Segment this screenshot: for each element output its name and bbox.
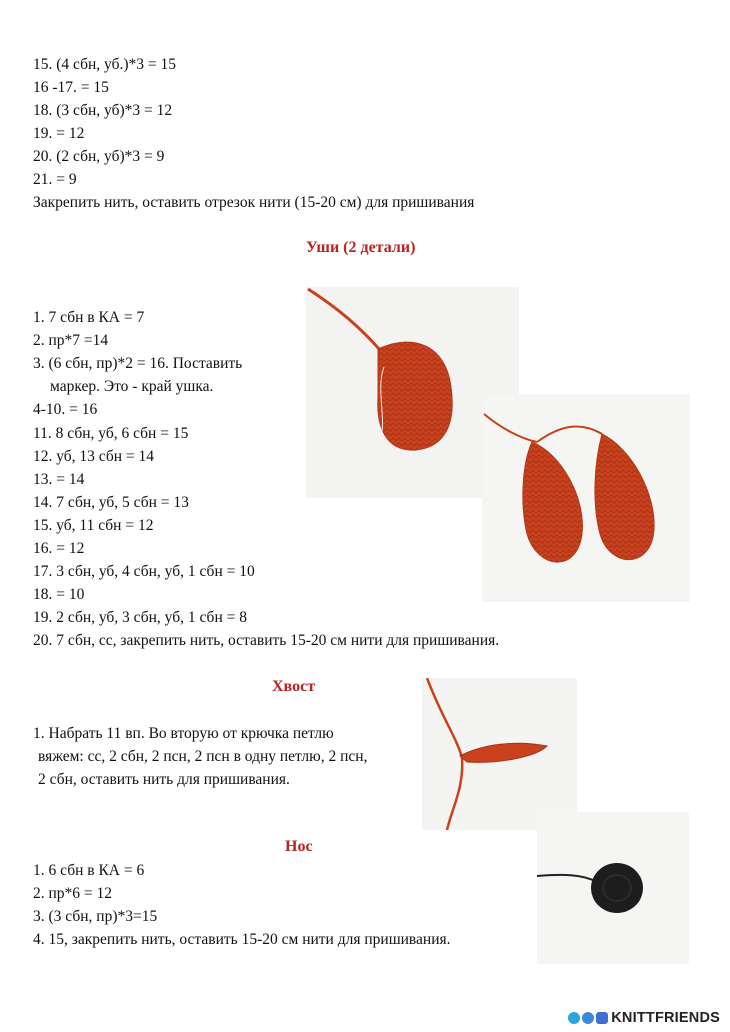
- row-line: 3. (6 сбн, пр)*2 = 16. Поставить: [33, 355, 243, 372]
- row-line: 3. (3 сбн, пр)*3=15: [33, 908, 158, 925]
- ears-heading: Уши (2 детали): [306, 239, 416, 256]
- row-line: 1. 7 сбн в КА = 7: [33, 309, 145, 326]
- telegram-icon: [568, 1012, 580, 1024]
- row-line: 19. 2 сбн, уб, 3 сбн, уб, 1 сбн = 8: [33, 609, 247, 626]
- tail-photo: [422, 678, 577, 830]
- row-line: 17. 3 сбн, уб, 4 сбн, уб, 1 сбн = 10: [33, 563, 255, 580]
- row-line: 13. = 14: [33, 471, 85, 488]
- row-line: 19. = 12: [33, 125, 85, 142]
- row-line: Закрепить нить, оставить отрезок нити (15-20 см) для пришивания: [33, 194, 475, 211]
- row-line: 18. = 10: [33, 586, 85, 603]
- row-line: 14. 7 сбн, уб, 5 сбн = 13: [33, 494, 189, 511]
- row-line: 16 -17. = 15: [33, 79, 109, 96]
- row-line: 21. = 9: [33, 171, 77, 188]
- nose-heading: Нос: [285, 838, 313, 855]
- row-line: 1. Набрать 11 вп. Во вторую от крючка петлю: [33, 725, 334, 742]
- row-line: 20. (2 сбн, уб)*3 = 9: [33, 148, 165, 165]
- row-line: 4-10. = 16: [33, 401, 98, 418]
- row-line: вяжем: сс, 2 сбн, 2 псн, 2 псн в одну петлю, 2 псн,: [38, 748, 368, 765]
- row-line: 12. уб, 13 сбн = 14: [33, 448, 155, 465]
- row-line: 15. уб, 11 сбн = 12: [33, 517, 154, 534]
- ear-photo-pair: [482, 394, 690, 602]
- row-line: 11. 8 сбн, уб, 6 сбн = 15: [33, 425, 189, 442]
- row-line: 1. 6 сбн в КА = 6: [33, 862, 145, 879]
- row-line: 2. пр*6 = 12: [33, 885, 113, 902]
- row-line: 15. (4 сбн, уб.)*3 = 15: [33, 56, 176, 73]
- footer-brand: [568, 1010, 720, 1026]
- circle-logo-icon: [582, 1012, 594, 1024]
- row-line: маркер. Это - край ушка.: [50, 378, 214, 395]
- vk-icon: [596, 1012, 608, 1024]
- row-line: 18. (3 сбн, уб)*3 = 12: [33, 102, 173, 119]
- row-line: 16. = 12: [33, 540, 85, 557]
- row-line: 2. пр*7 =14: [33, 332, 109, 349]
- nose-photo: [537, 812, 689, 964]
- row-line: 4. 15, закрепить нить, оставить 15-20 см нити для пришивания.: [33, 931, 451, 948]
- row-line: 2 сбн, оставить нить для пришивания.: [38, 771, 290, 788]
- row-line: 20. 7 сбн, сс, закрепить нить, оставить 15-20 см нити для пришивания.: [33, 632, 500, 649]
- tail-heading: Хвост: [272, 678, 316, 695]
- brand-name: KNITTFRIENDS: [611, 1010, 720, 1026]
